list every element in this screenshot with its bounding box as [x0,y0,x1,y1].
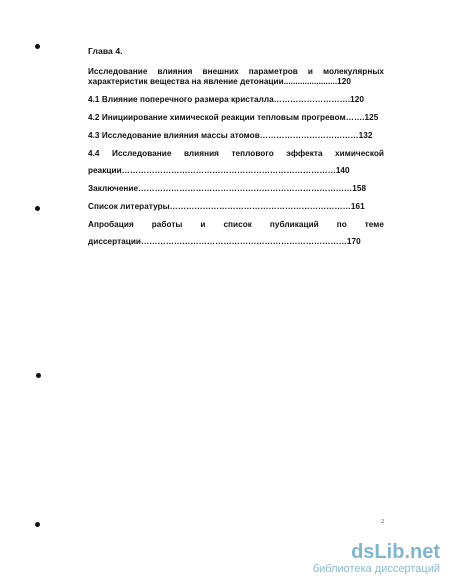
toc-item-4-3: 4.3 Исследование влияния массы атомов………………………………132 [88,131,373,140]
table-of-contents [88,46,384,247]
watermark-site-part2: .net [404,541,440,563]
page-number: 2 [381,519,384,525]
binder-hole-dot [35,522,40,527]
chapter-heading: Глава 4. [88,46,123,56]
watermark-site-part1: dsLib [351,541,405,563]
watermark-site-name [313,541,440,563]
toc-item-4-2: 4.2 Инициирование химической реакции тепловым прогревом…….125 [88,113,379,122]
toc-item-conclusion: Заключение……………………………………………………………………158 [88,184,367,193]
chapter-title-line-1: Исследование влияния внешних параметров и молекулярных [88,67,384,76]
toc-item-references: Список литературы…………………………………………………………161 [88,202,365,211]
toc-item-4-4-line-1: 4.4 Исследование влияния теплового эффекта химической [88,149,384,158]
binder-hole-dot [35,44,40,49]
watermark-tagline: библиотека диссертаций [312,563,440,575]
toc-item-4-1: 4.1 Влияние поперечного размера кристалла……………………….120 [88,95,364,104]
toc-item-approbation-line-1: Апробация работы и список публикаций по теме [88,220,384,229]
binder-hole-dot [36,373,41,378]
binder-hole-dot [35,206,40,211]
dslib-watermark [313,541,440,576]
toc-item-4-4-line-2: реакции……………………………………………………………………140 [88,166,350,175]
chapter-title-line-2: характеристик вещества на явление детонации.......................120 [88,77,351,86]
toc-item-approbation-line-2: диссертации…………………………………………………………………170 [88,237,361,246]
